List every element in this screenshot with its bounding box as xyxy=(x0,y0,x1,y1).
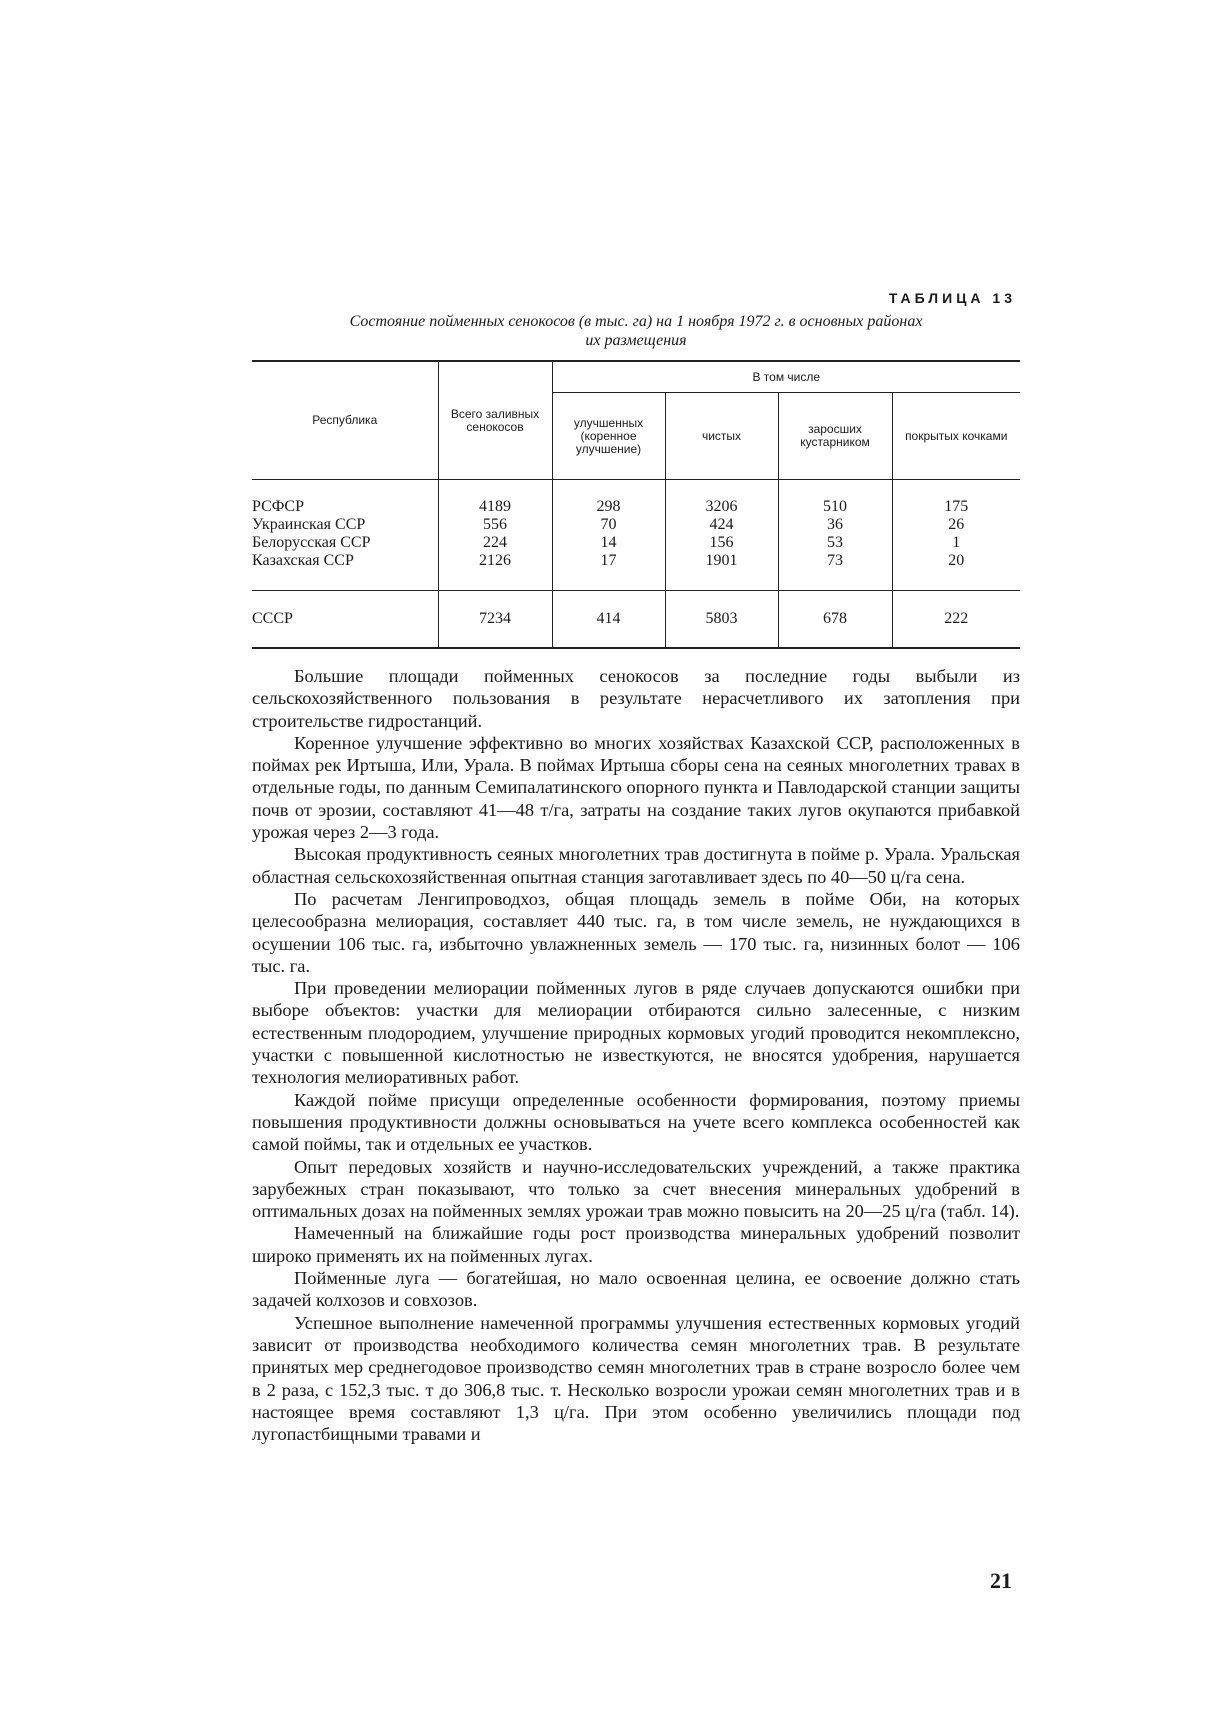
row-name: Белорусская ССР xyxy=(252,534,371,551)
total-improved: 414 xyxy=(552,591,665,649)
row-total: 2126 xyxy=(438,552,552,591)
row-name: Украинская ССР xyxy=(252,516,366,533)
row-improved: 70 xyxy=(552,516,665,534)
total-name: СССР xyxy=(252,591,438,649)
page-content xyxy=(252,290,1020,1445)
row-shrub: 510 xyxy=(778,480,892,517)
paragraph: По расчетам Ленгипроводхоз, общая площадь земель в пойме Оби, на которых целесообразна мелиорация, составляет 440 тыс. га, в том числе земель, не нуждающихся в осушении 106 тыс. га, избыточно увлажненных земель — 170 тыс. га, низинных болот — 106 тыс. га. xyxy=(252,888,1020,976)
total-clean: 5803 xyxy=(665,591,778,649)
row-shrub: 73 xyxy=(778,552,892,591)
table-row xyxy=(252,552,1020,591)
table-label: ТАБЛИЦА 13 xyxy=(888,290,1016,306)
hayfield-table xyxy=(252,360,1020,649)
row-clean: 424 xyxy=(665,516,778,534)
total-rows xyxy=(252,591,1020,649)
row-total: 224 xyxy=(438,534,552,552)
row-clean: 156 xyxy=(665,534,778,552)
row-shrub: 53 xyxy=(778,534,892,552)
row-clean: 1901 xyxy=(665,552,778,591)
row-improved: 14 xyxy=(552,534,665,552)
body-text xyxy=(252,665,1020,1445)
table-row xyxy=(252,480,1020,517)
paragraph: Пойменные луга — богатейшая, но мало освоенная целина, ее освоение должно стать задачей колхозов и совхозов. xyxy=(252,1268,1020,1311)
paragraph: Большие площади пойменных сенокосов за последние годы выбыли из сельскохозяйственного пользования в результате нерасчетливого их затопления при строительстве гидростанций. xyxy=(252,666,1020,731)
paragraph: Высокая продуктивность сеяных многолетних трав достигнута в пойме р. Урала. Уральская областная сельскохозяйственная опытная станция заготавливает здесь по 40—50 ц/га сена. xyxy=(252,844,1020,887)
header-shrub: заросших кустарником xyxy=(778,393,892,480)
paragraph: Опыт передовых хозяйств и научно-исследовательских учреждений, а также практика зарубежных стран показывают, что только за счет внесения минеральных удобрений в оптимальных дозах на пойменных землях урожаи трав можно повысить на 20—25 ц/га (табл. 14). xyxy=(252,1156,1020,1222)
header-group: В том числе xyxy=(552,361,1020,393)
header-hummock: покрытых кочками xyxy=(892,393,1020,480)
paragraph: Намеченный на ближайшие годы рост производства минеральных удобрений позволит широко применять их на пойменных лугах. xyxy=(252,1223,1020,1266)
total-row xyxy=(252,591,1020,649)
header-republic: Республика xyxy=(252,361,438,480)
row-total: 4189 xyxy=(438,480,552,517)
paragraph: При проведении мелиорации пойменных лугов в ряде случаев допускаются ошибки при выборе объектов: участки для мелиорации отбираются сильно залесенные, с низким естественным плодородием, улучшение природных кормовых угодий проводится некомплексно, участки с повышенной кислотностью не известкуются, не вносятся удобрения, нарушается технология мелиоративных работ. xyxy=(252,978,1020,1088)
total-total: 7234 xyxy=(438,591,552,649)
page-number: 21 xyxy=(990,1568,1012,1593)
row-improved: 298 xyxy=(552,480,665,517)
table-row xyxy=(252,534,1020,552)
row-hummock: 175 xyxy=(892,480,1020,517)
row-total: 556 xyxy=(438,516,552,534)
total-hummock: 222 xyxy=(892,591,1020,649)
total-shrub: 678 xyxy=(778,591,892,649)
caption-line-1: Состояние пойменных сенокосов (в тыс. га) на 1 ноября 1972 г. в основных районах xyxy=(349,313,923,330)
row-clean: 3206 xyxy=(665,480,778,517)
header-clean: чистых xyxy=(665,393,778,480)
table-row xyxy=(252,516,1020,534)
row-hummock: 20 xyxy=(892,552,1020,591)
row-shrub: 36 xyxy=(778,516,892,534)
row-hummock: 1 xyxy=(892,534,1020,552)
row-hummock: 26 xyxy=(892,516,1020,534)
republic-rows xyxy=(252,480,1020,591)
table-caption xyxy=(252,312,1020,350)
row-improved: 17 xyxy=(552,552,665,591)
paragraph: Успешное выполнение намеченной программы улучшения естественных кормовых угодий зависит от производства необходимого количества семян многолетних трав. В результате принятых мер среднегодовое производство семян многолетних трав в стране возросло более чем в 2 раза, с 152,3 тыс. т до 306,8 тыс. т. Несколько возросли урожаи семян многолетних трав и в настоящее время составляют 1,3 ц/га. При этом особенно увеличились площади под лугопастбищными травами и xyxy=(252,1312,1020,1445)
header-total: Всего заливных сенокосов xyxy=(438,361,552,480)
row-name: РСФСР xyxy=(252,498,304,515)
paragraph: Каждой пойме присущи определенные особенности формирования, поэтому приемы повышения продуктивности должны основываться на учете всего комплекса особенностей как самой поймы, так и отдельных ее участков. xyxy=(252,1089,1020,1155)
row-name: Казахская ССР xyxy=(252,552,354,569)
paragraph: Коренное улучшение эффективно во многих хозяйствах Казахской ССР, расположенных в поймах рек Иртыша, Или, Урала. В поймах Иртыша сборы сена на сеяных многолетних травах в отдельные годы, по данным Семипалатинского опорного пункта и Павлодарской станции защиты почв от эрозии, составляют 41—48 т/га, затраты на создание таких лугов окупаются прибавкой урожая через 2—3 года. xyxy=(252,732,1020,843)
header-improved: улучшенных (коренное улучшение) xyxy=(552,393,665,480)
caption-line-2: их размещения xyxy=(585,332,687,349)
